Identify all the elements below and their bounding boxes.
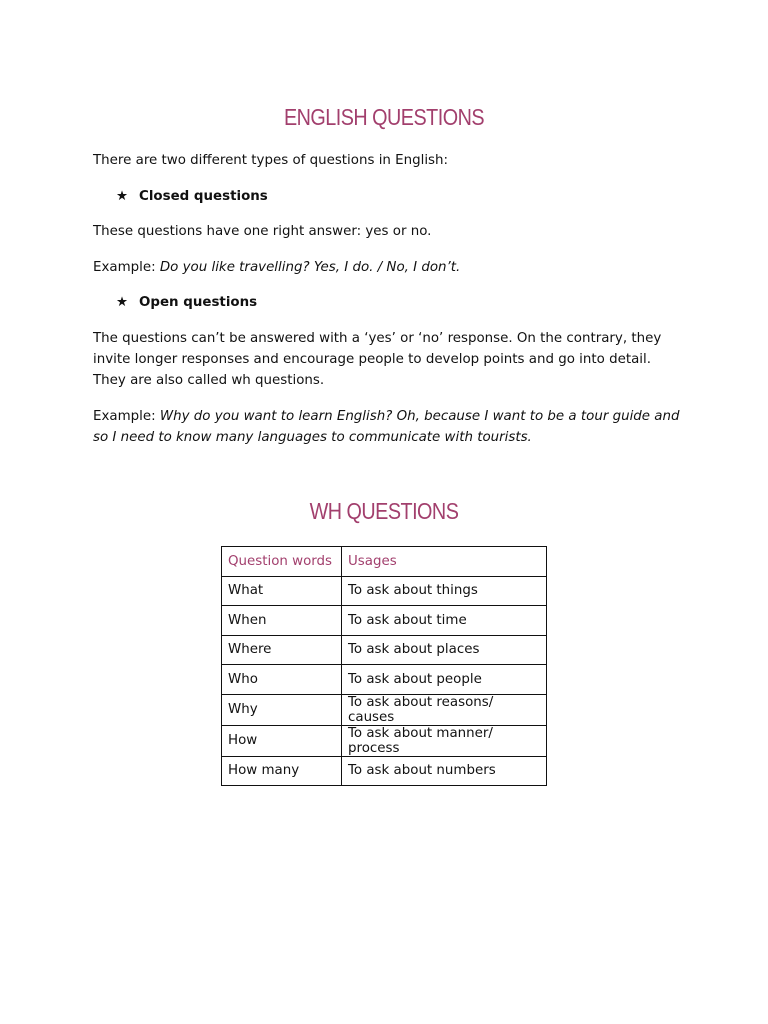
open-questions-description: The questions can’t be answered with a ‘yes’ or ‘no’ response. On the contrary, they invite longer responses and encourage people to develop points and go into detail. They are also called wh questions.	[93, 331, 662, 388]
question-word-cell: Where	[222, 635, 342, 665]
page-title: ENGLISH QUESTIONS	[283, 104, 485, 130]
star-icon: ★	[116, 189, 129, 204]
question-word-cell: What	[222, 576, 342, 606]
question-word-cell: When	[222, 606, 342, 636]
question-word-cell: Who	[222, 665, 342, 695]
table-row	[222, 665, 547, 695]
wh-questions-table	[221, 546, 547, 786]
open-questions-example	[93, 406, 683, 448]
bullet-open-questions	[116, 292, 257, 313]
wh-questions-title: WH QUESTIONS	[309, 498, 459, 524]
table-row	[222, 606, 547, 636]
question-word-cell: Why	[222, 694, 342, 725]
star-icon: ★	[116, 295, 129, 310]
column-header-usages: Usages	[342, 547, 547, 577]
intro-paragraph: There are two different types of questions in English:	[93, 153, 449, 168]
question-word-cell: How	[222, 725, 342, 756]
closed-questions-description: These questions have one right answer: yes or no.	[93, 224, 432, 239]
example-text: Why do you want to learn English? Oh, because I want to be a tour guide and so I need to know many languages to communicate with tourists.	[93, 409, 680, 445]
table-row	[222, 576, 547, 606]
usage-cell: To ask about people	[342, 665, 547, 695]
table-row	[222, 756, 547, 786]
column-header-question-words: Question words	[222, 547, 342, 577]
open-questions-heading: Open questions	[139, 295, 258, 310]
example-text: Do you like travelling? Yes, I do. / No, I don’t.	[159, 260, 461, 275]
bullet-closed-questions	[116, 186, 268, 207]
closed-questions-example	[93, 257, 683, 278]
usage-cell: To ask about things	[342, 576, 547, 606]
closed-questions-heading: Closed questions	[139, 189, 268, 204]
example-label: Example:	[93, 260, 160, 275]
usage-cell: To ask about places	[342, 635, 547, 665]
usage-cell: To ask about manner/ process	[342, 725, 547, 756]
usage-cell: To ask about reasons/ causes	[342, 694, 547, 725]
usage-cell: To ask about numbers	[342, 756, 547, 786]
table-row	[222, 635, 547, 665]
usage-cell: To ask about time	[342, 606, 547, 636]
example-label: Example:	[93, 409, 160, 424]
table-row	[222, 694, 547, 725]
table-header-row	[222, 547, 547, 577]
table-row	[222, 725, 547, 756]
question-word-cell: How many	[222, 756, 342, 786]
